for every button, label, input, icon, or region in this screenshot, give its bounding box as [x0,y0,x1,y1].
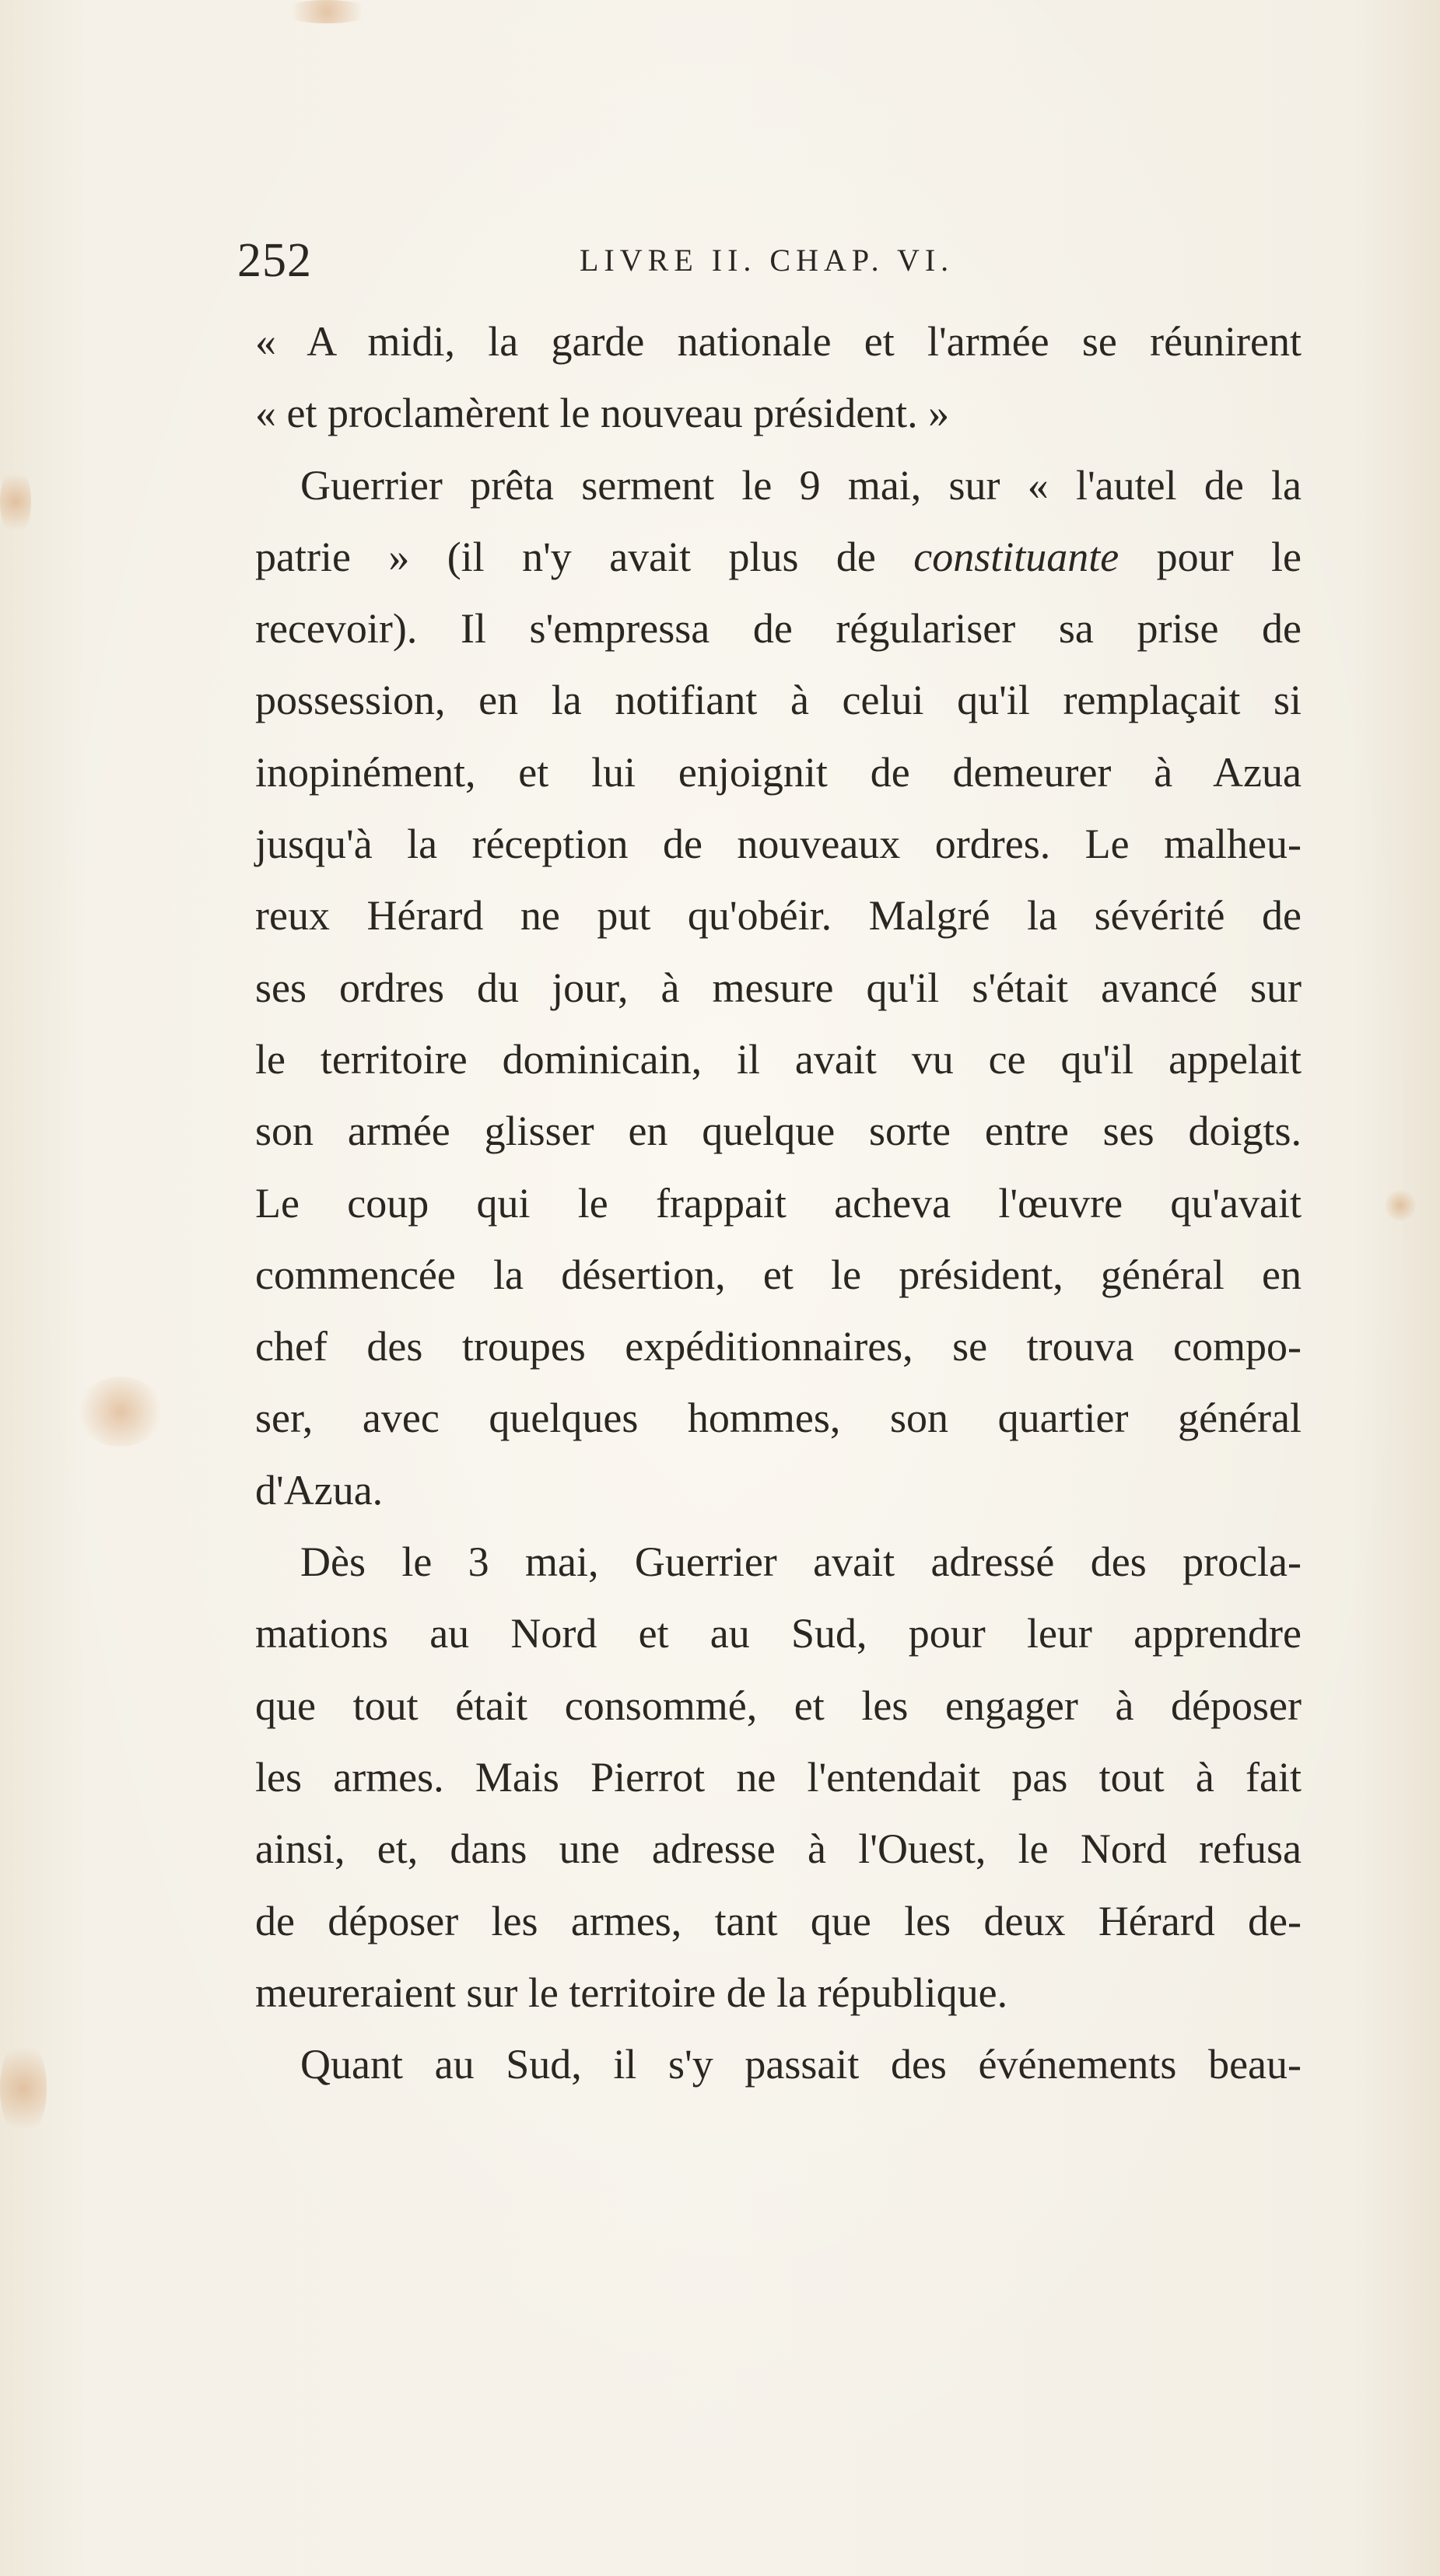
text-segment: inopinément, et lui enjoignit de demeurer à Azua [255,748,1302,796]
text-segment: ses ordres du jour, à mesure qu'il s'était avancé sur [255,964,1302,1011]
text-segment: commencée la désertion, et le président, général en [255,1251,1302,1298]
text-line [255,808,1302,880]
text-segment: pour le [1119,533,1302,580]
text-segment: Quant au Sud, il s'y passait des événements beau- [300,2041,1302,2088]
text-line [255,593,1302,664]
text-segment: ainsi, et, dans une adresse à l'Ouest, le Nord refusa [255,1825,1302,1873]
text-line [255,1167,1302,1239]
foxing-stain [0,2038,47,2139]
text-line [255,1024,1302,1095]
text-line [255,1311,1302,1382]
text-segment: recevoir). Il s'empressa de régulariser sa prise de [255,605,1302,653]
text-segment: que tout était consommé, et les engager à déposer [255,1682,1302,1729]
text-segment: mations au Nord et au Sud, pour leur apprendre [255,1610,1302,1657]
text-segment: d'Azua. [255,1466,384,1514]
foxing-stain [280,0,373,23]
body-text [255,306,1302,2100]
text-line [255,2028,1302,2100]
text-line [255,450,1302,521]
text-line [255,1670,1302,1741]
text-line [255,1813,1302,1885]
text-line [255,377,1302,449]
text-segment: reux Hérard ne put qu'obéir. Malgré la sévérité de [255,892,1302,940]
text-line [255,1095,1302,1167]
text-line [255,664,1302,736]
text-line [255,1741,1302,1813]
text-segment: chef des troupes expéditionnaires, se trouva compo- [255,1323,1302,1370]
text-line [255,880,1302,951]
text-segment: Guerrier prêta serment le 9 mai, sur « l'autel de la [300,461,1302,509]
text-line [255,521,1302,593]
text-segment: les armes. Mais Pierrot ne l'entendait pas tout à fait [255,1753,1302,1801]
text-line [255,737,1302,808]
text-line [255,1239,1302,1311]
running-head: LIVRE II. CHAP. VI. [580,243,955,278]
page-number: 252 [237,234,312,287]
text-line [255,306,1302,377]
text-segment: le territoire dominicain, il avait vu ce qu'il appelait [255,1035,1302,1083]
text-segment: ser, avec quelques hommes, son quartier général [255,1395,1302,1442]
text-line [255,1526,1302,1598]
text-line [255,1454,1302,1526]
text-segment: Le coup qui le frappait acheva l'œuvre qu'avait [255,1179,1302,1227]
page-header [237,226,1303,296]
text-segment: jusqu'à la réception de nouveaux ordres. Le malheu- [255,821,1302,868]
text-segment: Dès le 3 mai, Guerrier avait adressé des procla- [300,1538,1302,1586]
foxing-stain [0,467,31,537]
text-segment: son armée glisser en quelque sorte entre ses doigts. [255,1108,1302,1155]
text-line [255,1885,1302,1957]
text-line [255,952,1302,1024]
text-segment: « et proclamèrent le nouveau président. » [255,390,950,437]
text-segment: patrie » (il n'y avait plus de [255,533,914,580]
text-segment: meureraient sur le territoire de la république. [255,1969,1008,2016]
text-segment: « A midi, la garde nationale et l'armée se réunirent [255,318,1302,365]
foxing-stain [78,1377,163,1447]
italic-text: constituante [913,533,1119,580]
text-line [255,1957,1302,2028]
text-line [255,1598,1302,1669]
text-line [255,1382,1302,1454]
text-segment: possession, en la notifiant à celui qu'il remplaçait si [255,677,1302,724]
text-segment: de déposer les armes, tant que les deux Hérard de- [255,1897,1302,1944]
foxing-stain [1385,1190,1416,1221]
